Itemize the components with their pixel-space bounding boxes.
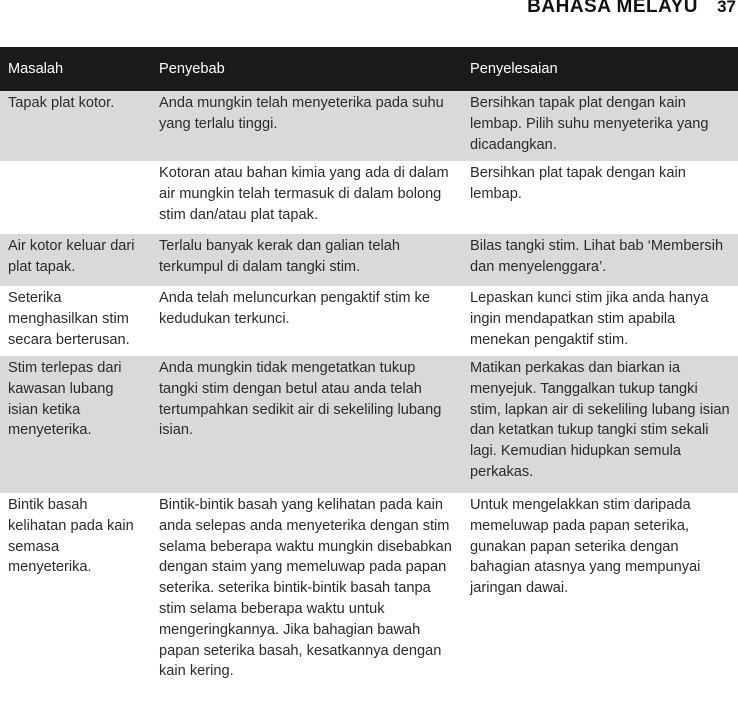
- solution-cell: Untuk mengelakkan stim daripada memeluwap pada papan seterika, gunakan papan seterika dengan bahagian atasnya yang mempunyai jaringan dawai.: [470, 497, 701, 597]
- cause-cell: Terlalu banyak kerak dan galian telah terkumpul di dalam tangki stim.: [151, 234, 462, 286]
- problem-cell: Bintik basah kelihatan pada kain semasa menyeterika.: [8, 497, 134, 576]
- page-number: 37: [717, 0, 736, 16]
- column-header-solution: Penyelesaian: [462, 47, 738, 91]
- problem-cell: Air kotor keluar dari plat tapak.: [0, 234, 151, 286]
- cause-cell: Anda mungkin telah menyeterika pada suhu yang terlalu tinggi.: [151, 91, 462, 161]
- page-header: [0, 0, 738, 22]
- problem-cell: Seterika menghasilkan stim secara berterusan.: [8, 290, 130, 348]
- table-row: [0, 286, 738, 356]
- table-row: [0, 91, 738, 161]
- column-header-problem: Masalah: [0, 47, 151, 91]
- problem-cell: Stim terlepas dari kawasan lubang isian ketika menyeterika.: [0, 356, 151, 493]
- table-row: [0, 493, 738, 708]
- troubleshooting-table: [0, 47, 738, 708]
- table-row: [0, 234, 738, 286]
- table-row: [0, 161, 738, 234]
- solution-cell: Bilas tangki stim. Lihat bab ‘Membersih dan menyelenggara’.: [462, 234, 738, 286]
- table-row: [0, 356, 738, 493]
- cause-cell: Anda telah meluncurkan pengaktif stim ke kedudukan terkunci.: [159, 290, 430, 327]
- table-header-row: [0, 47, 738, 91]
- solution-cell: Matikan perkakas dan biarkan ia menyejuk. Tanggalkan tukup tangki stim, lapkan air di sekeliling lubang isian dan ketatkan tukup tangki stim sekali lagi. Kemudian hidupkan semula perkakas.: [462, 356, 738, 493]
- cause-cell: Bintik-bintik basah yang kelihatan pada kain anda selepas anda menyeterika dengan stim selama beberapa waktu mungkin disebabkan dengan staim yang memeluwap pada papan seterika. seterika bintik-bintik basah tanpa stim selama beberapa waktu untuk mengeringkannya. Jika bahagian bawah papan seterika basah, kesatkannya dengan kain kering.: [159, 497, 452, 680]
- cause-cell: Anda mungkin tidak mengetatkan tukup tangki stim dengan betul atau anda telah tertumpahkan sedikit air di sekeliling lubang isian.: [151, 356, 462, 493]
- solution-cell: Bersihkan plat tapak dengan kain lembap.: [470, 165, 686, 202]
- solution-cell: Lepaskan kunci stim jika anda hanya ingin mendapatkan stim apabila menekan pengaktif stim.: [470, 290, 709, 348]
- problem-cell: Tapak plat kotor.: [0, 91, 151, 161]
- problem-cell: [0, 161, 151, 234]
- section-title: BAHASA MELAYU: [527, 0, 698, 17]
- cause-cell: Kotoran atau bahan kimia yang ada di dalam air mungkin telah termasuk di dalam bolong stim dan/atau plat tapak.: [159, 165, 449, 223]
- column-header-cause: Penyebab: [151, 47, 462, 91]
- solution-cell: Bersihkan tapak plat dengan kain lembap. Pilih suhu menyeterika yang dicadangkan.: [462, 91, 738, 161]
